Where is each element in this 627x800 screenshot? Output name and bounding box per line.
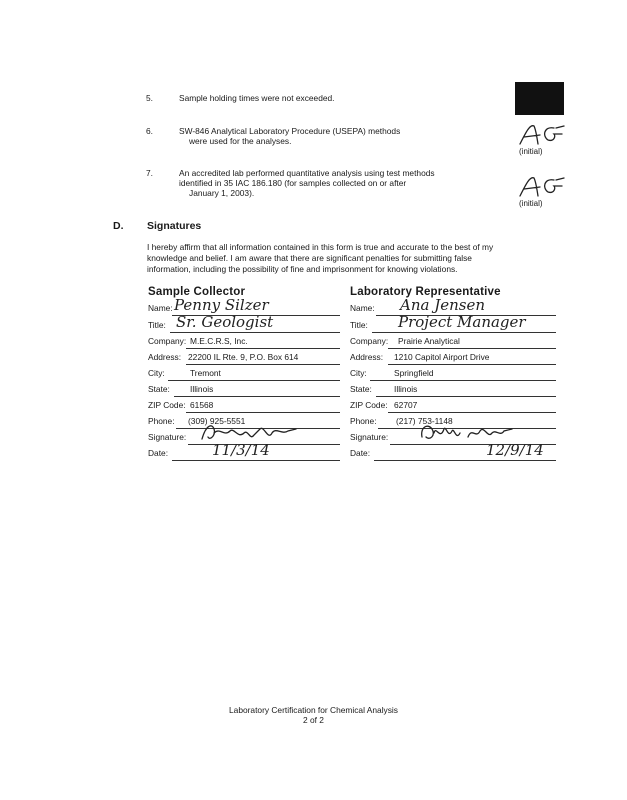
item-6-initials-signature [518, 122, 566, 148]
lab-company-value: Prairie Analytical [398, 336, 460, 346]
lab-date-handwritten: 12/9/14 [486, 441, 544, 459]
section-letter: D. [113, 220, 124, 232]
item-6-initial-label: (initial) [519, 147, 543, 156]
collector-address-value: 22200 IL Rte. 9, P.O. Box 614 [188, 352, 299, 362]
collector-title-handwritten: Sr. Geologist [176, 313, 274, 331]
item-5-number: 5. [146, 93, 153, 103]
item-7-initials-signature [518, 174, 566, 200]
lab-title-row [350, 313, 556, 333]
lab-date-row [350, 441, 556, 461]
collector-city-label: City: [148, 368, 165, 378]
collector-date-row [148, 441, 340, 461]
lab-state-row [350, 381, 556, 397]
redaction-box [515, 82, 564, 115]
collector-state-value: Illinois [190, 384, 214, 394]
collector-zip-value: 61568 [190, 400, 214, 410]
collector-title-row [148, 313, 340, 333]
item-7-text-line3: January 1, 2003). [189, 188, 255, 198]
lab-date-label: Date: [350, 448, 371, 458]
collector-phone-value: (309) 925-5551 [188, 416, 246, 426]
collector-company-value: M.E.C.R.S, Inc. [190, 336, 248, 346]
collector-city-value: Tremont [190, 368, 221, 378]
lab-zip-value: 62707 [394, 400, 418, 410]
collector-date-line [172, 460, 340, 461]
lab-city-row [350, 365, 556, 381]
collector-city-row [148, 365, 340, 381]
item-6-number: 6. [146, 126, 153, 136]
lab-address-label: Address: [350, 352, 384, 362]
collector-address-label: Address: [148, 352, 182, 362]
lab-address-value: 1210 Capitol Airport Drive [394, 352, 490, 362]
item-7-text-line1: An accredited lab performed quantitative analysis using test methods [179, 168, 435, 178]
lab-company-label: Company: [350, 336, 389, 346]
lab-heading: Laboratory Representative [350, 286, 501, 298]
lab-zip-label: ZIP Code: [350, 400, 388, 410]
affirmation-line-2: knowledge and belief. I am aware that there are significant penalties for submitting false [147, 253, 472, 263]
collector-name-handwritten: Penny Silzer [174, 296, 269, 314]
lab-state-value: Illinois [394, 384, 418, 394]
lab-title-handwritten: Project Manager [398, 313, 526, 331]
lab-title-label: Title: [350, 320, 368, 330]
item-7-initial-label: (initial) [519, 199, 543, 208]
lab-phone-label: Phone: [350, 416, 377, 426]
collector-name-label: Name: [148, 303, 173, 313]
collector-state-row [148, 381, 340, 397]
collector-state-label: State: [148, 384, 170, 394]
collector-zip-label: ZIP Code: [148, 400, 186, 410]
collector-date-handwritten: 11/3/14 [212, 441, 270, 459]
item-5-text: Sample holding times were not exceeded. [179, 93, 335, 103]
footer-page-number: 2 of 2 [303, 715, 324, 725]
section-title: Signatures [147, 220, 202, 232]
lab-name-handwritten: Ana Jensen [400, 296, 485, 314]
lab-date-line [374, 460, 556, 461]
item-6-text-line1: SW-846 Analytical Laboratory Procedure (USEPA) methods [179, 126, 401, 136]
lab-name-label: Name: [350, 303, 375, 313]
lab-address-row [350, 349, 556, 365]
lab-phone-value: (217) 753-1148 [396, 416, 453, 426]
collector-company-label: Company: [148, 336, 187, 346]
collector-date-label: Date: [148, 448, 169, 458]
affirmation-line-3: information, including the possibility of fine and imprisonment for knowing violations. [147, 264, 458, 274]
collector-zip-row [148, 397, 340, 413]
collector-signature-label: Signature: [148, 432, 187, 442]
affirmation-line-1: I hereby affirm that all information contained in this form is true and accurate to the best of my [147, 242, 494, 252]
collector-company-row [148, 333, 340, 349]
lab-city-value: Springfield [394, 368, 434, 378]
lab-state-label: State: [350, 384, 372, 394]
item-6-text-line2: were used for the analyses. [189, 136, 292, 146]
collector-heading: Sample Collector [148, 286, 246, 298]
lab-signature-label: Signature: [350, 432, 389, 442]
collector-title-label: Title: [148, 320, 166, 330]
affirmation-paragraph [147, 242, 547, 275]
item-7-text-line2: identified in 35 IAC 186.180 (for samples collected on or after [179, 178, 407, 188]
lab-company-row [350, 333, 556, 349]
lab-zip-row [350, 397, 556, 413]
collector-address-row [148, 349, 340, 365]
item-7-number: 7. [146, 168, 153, 178]
collector-phone-label: Phone: [148, 416, 175, 426]
lab-city-label: City: [350, 368, 367, 378]
footer-title: Laboratory Certification for Chemical Analysis [229, 705, 398, 715]
